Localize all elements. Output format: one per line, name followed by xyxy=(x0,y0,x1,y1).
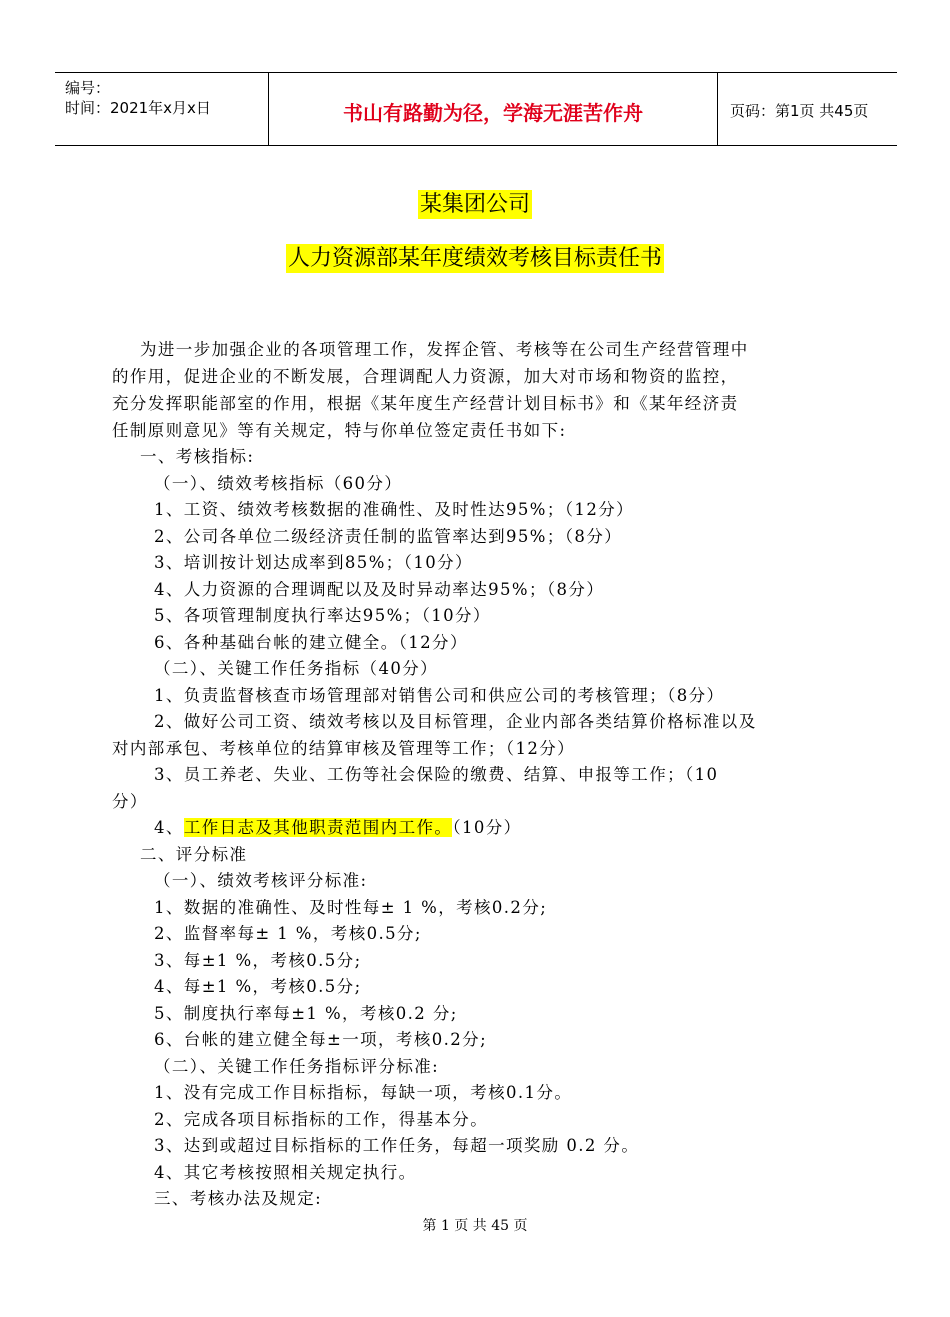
time-label: 时间：2021年x月x日 xyxy=(65,99,211,117)
document-title: 人力资源部某年度绩效考核目标责任书 xyxy=(287,246,662,271)
paragraph-line: 的作用，促进企业的不断发展，合理调配人力资源，加大对市场和物资的监控， xyxy=(112,367,739,386)
subsection-heading: （二）、关键工作任务指标（40分） xyxy=(154,659,439,678)
header-motto-cell xyxy=(269,73,718,145)
list-item: 2、完成各项目标指标的工作，得基本分。 xyxy=(154,1110,489,1129)
page-label: 页码：第1页 共45页 xyxy=(730,102,869,120)
header-info-cell xyxy=(55,73,269,145)
list-item: 5、各项管理制度执行率达95%；（10分） xyxy=(154,606,491,625)
list-item: 5、制度执行率每±1 %，考核0.2 分; xyxy=(154,1004,458,1023)
paragraph-line: 任制原则意见》等有关规定，特与你单位签定责任书如下: xyxy=(112,421,567,440)
highlighted-text: 工作日志及其他职责范围内工作。 xyxy=(183,818,453,837)
list-item: 4、每±1 %，考核0.5分; xyxy=(154,977,362,996)
list-item: 1、没有完成工作目标指标，每缺一项，考核0.1分。 xyxy=(154,1083,573,1102)
list-item: 3、员工养老、失业、工伤等社会保险的缴费、结算、申报等工作；（10 xyxy=(154,765,719,784)
paragraph-line: 充分发挥职能部室的作用，根据《某年度生产经营计划目标书》和《某年经济责 xyxy=(112,394,739,413)
header-page-cell xyxy=(718,73,897,145)
list-item: 1、负责监督核查市场管理部对销售公司和供应公司的考核管理；（8分） xyxy=(154,686,725,705)
list-item: 1、工资、绩效考核数据的准确性、及时性达95%；（12分） xyxy=(154,500,635,519)
subsection-heading: （一）、绩效考核指标（60分） xyxy=(154,474,403,493)
list-item: 3、培训按计划达成率到85%；（10分） xyxy=(154,553,473,572)
list-item: 3、每±1 %，考核0.5分; xyxy=(154,951,362,970)
list-item: 1、数据的准确性、及时性每± 1 %，考核0.2分; xyxy=(154,898,548,917)
section-heading: 二、评分标准 xyxy=(140,845,248,864)
list-item: 2、监督率每± 1 %，考核0.5分; xyxy=(154,924,422,943)
company-title: 某集团公司 xyxy=(419,192,530,217)
list-item-continuation: 分） xyxy=(112,792,148,811)
list-item: 3、达到或超过目标指标的工作任务，每超一项奖励 0.2 分。 xyxy=(154,1136,640,1155)
header-table xyxy=(55,72,897,146)
section-heading: 一、考核指标: xyxy=(140,447,255,466)
number-label: 编号： xyxy=(65,79,111,97)
list-item: 2、做好公司工资、绩效考核以及目标管理，企业内部各类结算价格标准以及 xyxy=(154,712,757,731)
page-footer: 第 1 页 共 45 页 xyxy=(422,1218,528,1234)
paragraph-line: 为进一步加强企业的各项管理工作，发挥企管、考核等在公司生产经营管理中 xyxy=(140,340,749,359)
list-item-continuation: 对内部承包、考核单位的结算审核及管理等工作；（12分） xyxy=(112,739,576,758)
subsection-heading: （一）、绩效考核评分标准: xyxy=(154,871,368,890)
list-item: 4、工作日志及其他职责范围内工作。（10分） xyxy=(154,818,522,837)
list-item: 2、公司各单位二级经济责任制的监管率达到95%；（8分） xyxy=(154,527,623,546)
list-item: 6、各种基础台帐的建立健全。（12分） xyxy=(154,633,468,652)
list-item: 4、其它考核按照相关规定执行。 xyxy=(154,1163,417,1182)
motto: 书山有路勤为径，学海无涯苦作舟 xyxy=(343,101,643,125)
section-heading: 三、考核办法及规定: xyxy=(154,1189,323,1208)
list-item: 6、台帐的建立健全每±一项，考核0.2分; xyxy=(154,1030,488,1049)
list-item: 4、人力资源的合理调配以及及时异动率达95%；（8分） xyxy=(154,580,605,599)
subsection-heading: （二）、关键工作任务指标评分标准: xyxy=(154,1057,440,1076)
